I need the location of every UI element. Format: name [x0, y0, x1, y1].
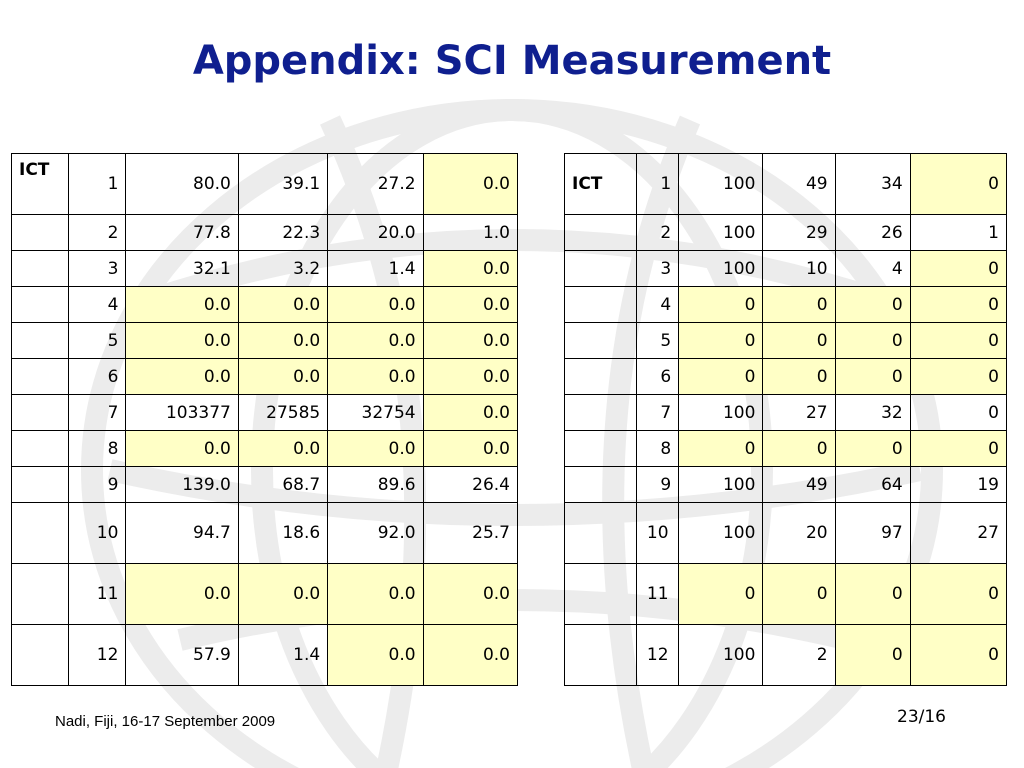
row-label-cell [565, 359, 637, 395]
value-cell: 0 [763, 431, 835, 467]
value-cell: 57.9 [126, 625, 238, 686]
row-label-cell [12, 503, 69, 564]
row-label-cell [565, 503, 637, 564]
slide-title: Appendix: SCI Measurement [192, 38, 832, 84]
right-data-table [564, 153, 1007, 686]
table-row [565, 251, 1007, 287]
row-number-cell: 1 [69, 154, 126, 215]
value-cell: 100 [679, 154, 763, 215]
value-cell: 49 [763, 467, 835, 503]
value-cell: 20.0 [328, 215, 423, 251]
value-cell: 92.0 [328, 503, 423, 564]
row-label-cell [12, 467, 69, 503]
row-label-cell [565, 625, 637, 686]
table-row [12, 154, 518, 215]
row-number-cell: 6 [69, 359, 126, 395]
row-label-cell [565, 564, 637, 625]
row-number-cell: 7 [637, 395, 679, 431]
value-cell: 0 [763, 323, 835, 359]
table-row [12, 625, 518, 686]
row-number-cell: 9 [637, 467, 679, 503]
value-cell: 10 [763, 251, 835, 287]
table-row [565, 287, 1007, 323]
value-cell: 94.7 [126, 503, 238, 564]
row-label-cell [565, 431, 637, 467]
row-label-cell [565, 467, 637, 503]
value-cell: 32754 [328, 395, 423, 431]
value-cell: 0 [835, 564, 910, 625]
value-cell: 3.2 [238, 251, 327, 287]
value-cell: 2 [763, 625, 835, 686]
value-cell: 32.1 [126, 251, 238, 287]
value-cell: 0.0 [328, 564, 423, 625]
value-cell: 25.7 [423, 503, 517, 564]
value-cell: 0.0 [423, 564, 517, 625]
value-cell: 20 [763, 503, 835, 564]
row-number-cell: 10 [69, 503, 126, 564]
value-cell: 0.0 [238, 359, 327, 395]
row-number-cell: 11 [637, 564, 679, 625]
value-cell: 0 [910, 564, 1006, 625]
value-cell: 68.7 [238, 467, 327, 503]
table-row [12, 323, 518, 359]
value-cell: 0 [835, 287, 910, 323]
value-cell: 97 [835, 503, 910, 564]
value-cell: 0 [835, 431, 910, 467]
row-number-cell: 4 [637, 287, 679, 323]
row-number-cell: 3 [637, 251, 679, 287]
row-label-cell [12, 564, 69, 625]
row-label-ict: ICT [565, 154, 637, 215]
value-cell: 0.0 [328, 359, 423, 395]
value-cell: 103377 [126, 395, 238, 431]
value-cell: 27.2 [328, 154, 423, 215]
table-row [565, 467, 1007, 503]
value-cell: 0 [763, 359, 835, 395]
row-label-ict: ICT [12, 154, 69, 215]
value-cell: 0.0 [126, 431, 238, 467]
row-label-cell [565, 251, 637, 287]
value-cell: 0 [910, 154, 1006, 215]
value-cell: 0 [910, 431, 1006, 467]
value-cell: 27 [910, 503, 1006, 564]
value-cell: 18.6 [238, 503, 327, 564]
row-label-cell [12, 395, 69, 431]
row-label-cell [12, 323, 69, 359]
row-label-cell [565, 287, 637, 323]
table-row [12, 215, 518, 251]
value-cell: 0.0 [238, 323, 327, 359]
value-cell: 0.0 [126, 287, 238, 323]
row-label-cell [12, 251, 69, 287]
row-number-cell: 1 [637, 154, 679, 215]
row-number-cell: 8 [637, 431, 679, 467]
value-cell: 0 [910, 323, 1006, 359]
value-cell: 29 [763, 215, 835, 251]
row-number-cell: 5 [637, 323, 679, 359]
value-cell: 139.0 [126, 467, 238, 503]
value-cell: 0.0 [126, 323, 238, 359]
value-cell: 0 [679, 359, 763, 395]
table-row [12, 251, 518, 287]
value-cell: 1.4 [238, 625, 327, 686]
table-row [565, 154, 1007, 215]
table-row [565, 431, 1007, 467]
value-cell: 19 [910, 467, 1006, 503]
value-cell: 100 [679, 215, 763, 251]
value-cell: 26.4 [423, 467, 517, 503]
value-cell: 49 [763, 154, 835, 215]
value-cell: 0.0 [328, 287, 423, 323]
table-row [565, 625, 1007, 686]
table-row [565, 503, 1007, 564]
row-number-cell: 6 [637, 359, 679, 395]
row-number-cell: 12 [637, 625, 679, 686]
value-cell: 0.0 [126, 564, 238, 625]
row-number-cell: 11 [69, 564, 126, 625]
table-row [12, 503, 518, 564]
value-cell: 0.0 [423, 395, 517, 431]
value-cell: 0.0 [423, 359, 517, 395]
value-cell: 39.1 [238, 154, 327, 215]
table-row [565, 359, 1007, 395]
value-cell: 0.0 [126, 359, 238, 395]
value-cell: 1 [910, 215, 1006, 251]
table-row [12, 359, 518, 395]
value-cell: 0 [679, 323, 763, 359]
row-label-cell [565, 323, 637, 359]
row-number-cell: 3 [69, 251, 126, 287]
table-row [12, 395, 518, 431]
value-cell: 100 [679, 625, 763, 686]
left-data-table [11, 153, 518, 686]
table-row [565, 395, 1007, 431]
page-number: 23/16 [897, 707, 946, 727]
row-number-cell: 2 [69, 215, 126, 251]
value-cell: 0.0 [423, 625, 517, 686]
value-cell: 0.0 [423, 251, 517, 287]
row-label-cell [12, 431, 69, 467]
value-cell: 4 [835, 251, 910, 287]
value-cell: 89.6 [328, 467, 423, 503]
value-cell: 26 [835, 215, 910, 251]
value-cell: 100 [679, 467, 763, 503]
value-cell: 0.0 [238, 564, 327, 625]
footer-text: Nadi, Fiji, 16-17 September 2009 [55, 713, 276, 730]
value-cell: 0 [679, 564, 763, 625]
row-number-cell: 4 [69, 287, 126, 323]
row-number-cell: 5 [69, 323, 126, 359]
table-row [12, 431, 518, 467]
row-label-cell [565, 395, 637, 431]
value-cell: 34 [835, 154, 910, 215]
value-cell: 80.0 [126, 154, 238, 215]
value-cell: 0 [679, 431, 763, 467]
table-row [565, 215, 1007, 251]
table-row [12, 287, 518, 323]
value-cell: 1.0 [423, 215, 517, 251]
row-number-cell: 8 [69, 431, 126, 467]
value-cell: 0.0 [423, 431, 517, 467]
table-row [565, 323, 1007, 359]
value-cell: 0.0 [328, 625, 423, 686]
value-cell: 0 [835, 359, 910, 395]
value-cell: 0 [835, 625, 910, 686]
row-label-cell [12, 215, 69, 251]
value-cell: 64 [835, 467, 910, 503]
value-cell: 0.0 [423, 154, 517, 215]
value-cell: 0 [910, 359, 1006, 395]
value-cell: 1.4 [328, 251, 423, 287]
value-cell: 27585 [238, 395, 327, 431]
value-cell: 0 [763, 287, 835, 323]
value-cell: 0 [910, 287, 1006, 323]
value-cell: 0.0 [238, 431, 327, 467]
value-cell: 0.0 [423, 323, 517, 359]
table-row [12, 564, 518, 625]
value-cell: 0.0 [423, 287, 517, 323]
value-cell: 100 [679, 503, 763, 564]
row-label-cell [12, 359, 69, 395]
row-number-cell: 12 [69, 625, 126, 686]
value-cell: 100 [679, 251, 763, 287]
row-number-cell: 7 [69, 395, 126, 431]
table-row [565, 564, 1007, 625]
row-number-cell: 9 [69, 467, 126, 503]
row-label-cell [565, 215, 637, 251]
value-cell: 0 [763, 564, 835, 625]
value-cell: 0.0 [328, 323, 423, 359]
value-cell: 0 [679, 287, 763, 323]
value-cell: 100 [679, 395, 763, 431]
value-cell: 0 [910, 625, 1006, 686]
value-cell: 27 [763, 395, 835, 431]
value-cell: 22.3 [238, 215, 327, 251]
row-label-cell [12, 287, 69, 323]
table-row [12, 467, 518, 503]
value-cell: 0 [910, 251, 1006, 287]
value-cell: 0.0 [238, 287, 327, 323]
value-cell: 0 [835, 323, 910, 359]
row-label-cell [12, 625, 69, 686]
value-cell: 77.8 [126, 215, 238, 251]
row-number-cell: 2 [637, 215, 679, 251]
row-number-cell: 10 [637, 503, 679, 564]
value-cell: 0 [910, 395, 1006, 431]
value-cell: 0.0 [328, 431, 423, 467]
value-cell: 32 [835, 395, 910, 431]
